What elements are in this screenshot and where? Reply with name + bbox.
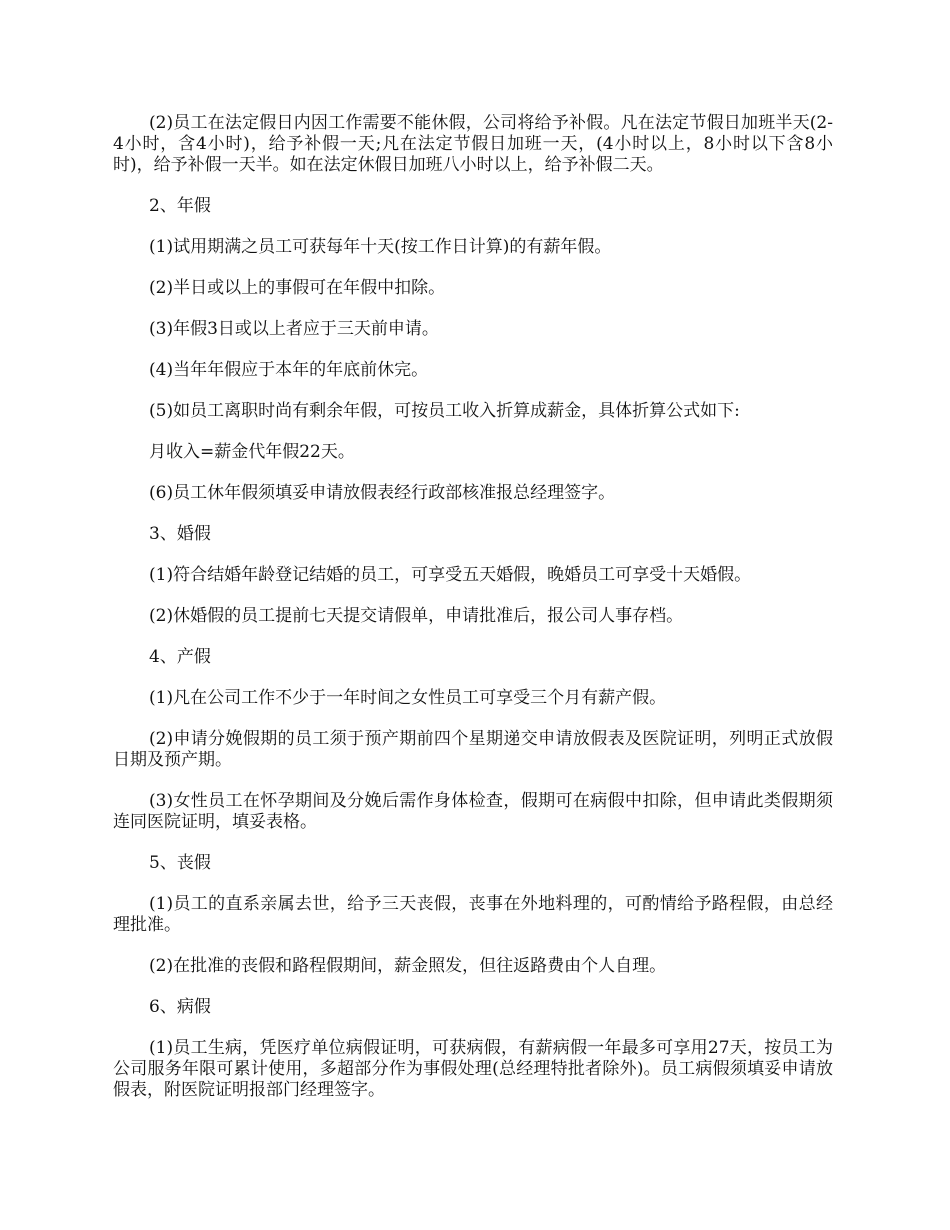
- document-page: [113, 113, 833, 1121]
- paragraph-annual-leave-1: (1)试用期满之员工可获每年十天(按工作日计算)的有薪年假。: [149, 237, 612, 257]
- paragraph-annual-leave-6: (6)员工休年假须填妥申请放假表经行政部核准报总经理签字。: [149, 483, 616, 503]
- paragraph-maternity-leave-2: (2)申请分娩假期的员工须于预产期前四个星期递交申请放假表及医院证明，列明正式放假日期及预产期。: [113, 729, 833, 770]
- paragraph-annual-leave-3: (3)年假3日或以上者应于三天前申请。: [149, 319, 439, 339]
- paragraph-bereavement-leave-1: (1)员工的直系亲属去世，给予三天丧假，丧事在外地料理的，可酌情给予路程假，由总经理批准。: [113, 894, 833, 935]
- paragraph-marriage-leave-2: (2)休婚假的员工提前七天提交请假单，申请批准后，报公司人事存档。: [149, 606, 684, 626]
- paragraph-marriage-leave-1: (1)符合结婚年龄登记结婚的员工，可享受五天婚假，晚婚员工可享受十天婚假。: [149, 565, 752, 585]
- section-heading-maternity-leave: 4、产假: [149, 647, 211, 667]
- paragraph-annual-leave-4: (4)当年年假应于本年的年底前休完。: [149, 360, 429, 380]
- section-heading-bereavement-leave: 5、丧假: [149, 853, 211, 873]
- paragraph-annual-leave-2: (2)半日或以上的事假可在年假中扣除。: [149, 278, 446, 298]
- section-heading-sick-leave: 6、病假: [149, 997, 211, 1017]
- section-heading-marriage-leave: 3、婚假: [149, 524, 211, 544]
- paragraph-sick-leave-1: (1)员工生病，凭医疗单位病假证明，可获病假，有薪病假一年最多可享用27天，按员工为公司服务年限可累计使用，多超部分作为事假处理(总经理特批者除外)。员工病假须填妥申请放假表，附医院证明报部门经理签字。: [113, 1038, 833, 1100]
- paragraph-annual-leave-formula: 月收入=薪金代年假22天。: [149, 442, 355, 462]
- paragraph-annual-leave-5: (5)如员工离职时尚有剩余年假，可按员工收入折算成薪金，具体折算公式如下:: [149, 401, 740, 421]
- paragraph-compensatory-leave: (2)员工在法定假日内因工作需要不能休假，公司将给予补假。凡在法定节假日加班半天(2-4小时，含4小时)，给予补假一天;凡在法定节假日加班一天，(4小时以上，8小时以下含8小时)，给予补假一天半。如在法定休假日加班八小时以上，给予补假二天。: [113, 113, 833, 175]
- section-heading-annual-leave: 2、年假: [149, 196, 211, 216]
- paragraph-bereavement-leave-2: (2)在批准的丧假和路程假期间，薪金照发，但往返路费由个人自理。: [149, 956, 667, 976]
- paragraph-maternity-leave-3: (3)女性员工在怀孕期间及分娩后需作身体检查，假期可在病假中扣除，但申请此类假期须连同医院证明，填妥表格。: [113, 791, 833, 832]
- paragraph-maternity-leave-1: (1)凡在公司工作不少于一年时间之女性员工可享受三个月有薪产假。: [149, 688, 667, 708]
